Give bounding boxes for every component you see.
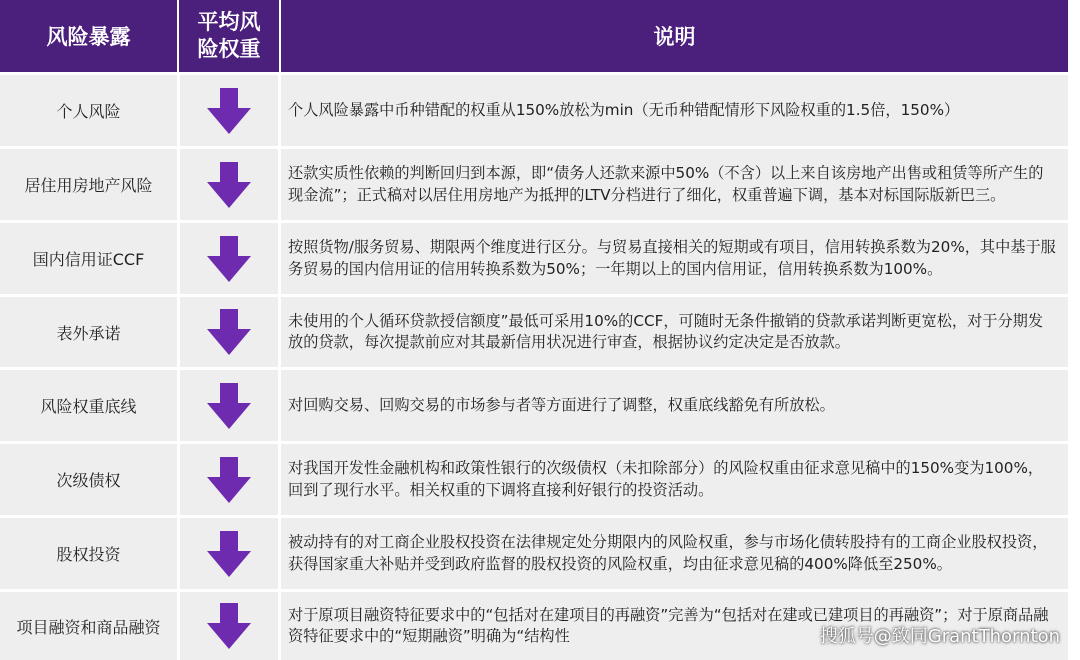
table-row xyxy=(0,441,1068,515)
header-avg-risk-weight-line1: 平均风 xyxy=(197,10,261,34)
watermark: 搜狐号@致同GrantThornton xyxy=(819,626,1060,647)
weight-cell xyxy=(177,75,281,146)
table-header xyxy=(0,0,1068,72)
weight-cell xyxy=(177,223,281,294)
row-description: 还款实质性依赖的判断回归到本源，即“债务人还款来源中50%（不含）以上来自该房地产出售或租赁等所产生的现金流”；正式稿对以居住用房地产为抵押的LTV分档进行了细化，权重普遍下调，基本对标国际版新巴三。 xyxy=(288,164,1044,204)
header-description: 说明 xyxy=(653,25,696,49)
row-label: 居住用房地产风险 xyxy=(24,176,153,195)
header-risk-exposure: 风险暴露 xyxy=(46,25,131,49)
row-label: 风险权重底线 xyxy=(40,397,137,416)
header-avg-risk-weight xyxy=(177,0,281,72)
row-label: 表外承诺 xyxy=(56,323,121,343)
row-label: 国内信用证CCF xyxy=(32,250,145,269)
weight-cell xyxy=(177,518,281,589)
row-description: 未使用的个人循环贷款授信额度”最低可采用10%的CCF，可随时无条件撤销的贷款承诺判断更宽松，对于分期发放的贷款，每次提款前应对其最新信用状况进行审查，根据协议约定决定是否放款。 xyxy=(288,311,1044,351)
table-row xyxy=(0,515,1068,589)
table-row xyxy=(0,146,1068,220)
row-description: 个人风险暴露中币种错配的权重从150%放松为min（无币种错配情形下风险权重的1.5倍，150%） xyxy=(288,100,960,119)
down-arrow-icon xyxy=(207,236,251,282)
down-arrow-icon xyxy=(207,309,251,355)
row-description: 按照货物/服务贸易、期限两个维度进行区分。与贸易直接相关的短期或有项目，信用转换系数为20%，其中基于服务贸易的国内信用证的信用转换系数为50%；一年期以上的国内信用证，信用转换系数为100%。 xyxy=(288,238,1056,278)
row-description: 对我国开发性金融机构和政策性银行的次级债权（未扣除部分）的风险权重由征求意见稿中的150%变为100%，回到了现行水平。相关权重的下调将直接利好银行的投资活动。 xyxy=(288,459,1044,499)
row-label: 项目融资和商品融资 xyxy=(16,617,161,637)
row-label: 次级债权 xyxy=(56,471,121,490)
weight-cell xyxy=(177,592,281,660)
down-arrow-icon xyxy=(207,383,251,429)
row-label: 个人风险 xyxy=(56,102,121,121)
down-arrow-icon xyxy=(207,162,251,208)
down-arrow-icon xyxy=(207,603,251,649)
table-row xyxy=(0,72,1068,146)
row-description: 对回购交易、回购交易的市场参与者等方面进行了调整，权重底线豁免有所放松。 xyxy=(288,395,835,414)
weight-cell xyxy=(177,370,281,441)
table-row xyxy=(0,294,1068,367)
table-row xyxy=(0,367,1068,441)
down-arrow-icon xyxy=(207,88,251,134)
table-row xyxy=(0,220,1068,294)
down-arrow-icon xyxy=(207,457,251,503)
row-label: 股权投资 xyxy=(56,545,121,564)
weight-cell xyxy=(177,149,281,220)
row-description: 被动持有的对工商企业股权投资在法律规定处分期限内的风险权重，参与市场化债转股持有的工商企业股权投资，获得国家重大补贴并受到政府监督的股权投资的风险权重，均由征求意见稿的400%降低至250%。 xyxy=(288,533,1048,573)
weight-cell xyxy=(177,444,281,515)
header-avg-risk-weight-line2: 险权重 xyxy=(197,37,261,61)
weight-cell xyxy=(177,297,281,367)
row-description: 对于原项目融资特征要求中的“包括对在建项目的再融资”完善为“包括对在建或已建项目的再融资”；对于原商品融资特征要求中的“短期融资”明确为“结构性 xyxy=(288,605,1049,645)
down-arrow-icon xyxy=(207,531,251,577)
